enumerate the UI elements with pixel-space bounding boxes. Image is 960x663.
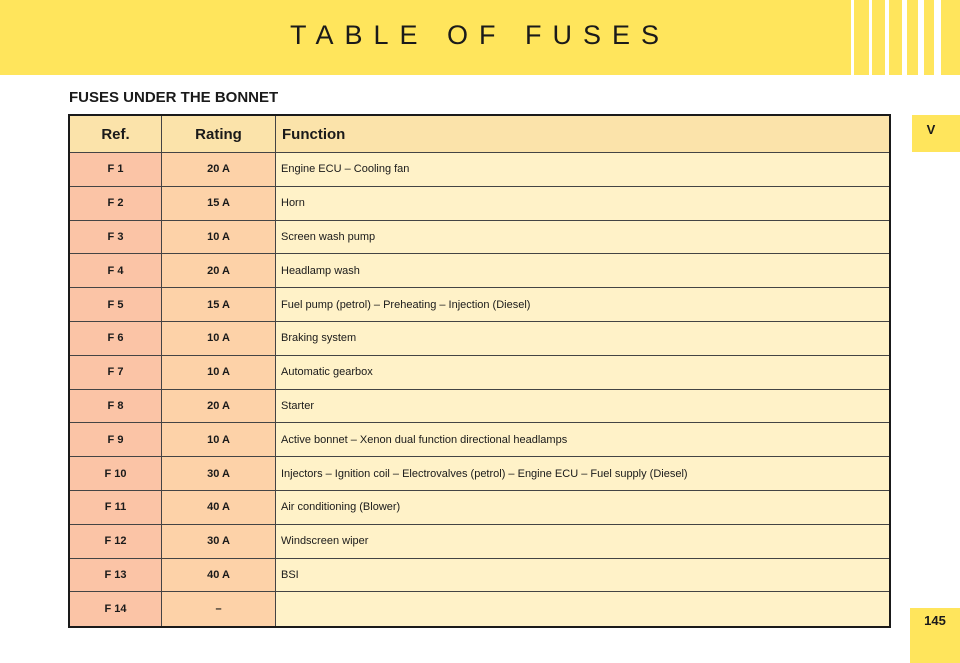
column-header-function: Function <box>276 115 891 153</box>
fuse-function: Air conditioning (Blower) <box>276 490 891 524</box>
fuse-rating: 20 A <box>162 153 276 187</box>
chapter-tab[interactable]: V <box>912 115 960 152</box>
column-header-ref: Ref. <box>69 115 162 153</box>
column-header-rating: Rating <box>162 115 276 153</box>
fuse-rating: 30 A <box>162 457 276 491</box>
fuse-ref: F 6 <box>69 321 162 355</box>
table-body <box>69 153 890 628</box>
page-number: 145 <box>910 608 960 663</box>
fuse-function: Injectors – Ignition coil – Electrovalves (petrol) – Engine ECU – Fuel supply (Diesel) <box>276 457 891 491</box>
fuse-ref: F 7 <box>69 355 162 389</box>
table-row <box>69 153 890 187</box>
fuse-ref: F 2 <box>69 186 162 220</box>
fuse-ref: F 10 <box>69 457 162 491</box>
fuse-function: Engine ECU – Cooling fan <box>276 153 891 187</box>
fuse-function: Screen wash pump <box>276 220 891 254</box>
fuse-function: Starter <box>276 389 891 423</box>
table-row <box>69 186 890 220</box>
fuse-ref: F 1 <box>69 153 162 187</box>
table-row <box>69 254 890 288</box>
fuse-ref: F 4 <box>69 254 162 288</box>
table-row <box>69 220 890 254</box>
table-row <box>69 355 890 389</box>
table-row <box>69 457 890 491</box>
table-row <box>69 423 890 457</box>
fuse-function: Braking system <box>276 321 891 355</box>
fuse-rating: 40 A <box>162 490 276 524</box>
fuse-function: Windscreen wiper <box>276 524 891 558</box>
fuse-function: Horn <box>276 186 891 220</box>
table-row <box>69 321 890 355</box>
fuse-function: BSI <box>276 558 891 592</box>
table-row <box>69 592 890 627</box>
fuse-rating: 40 A <box>162 558 276 592</box>
fuse-rating: 10 A <box>162 321 276 355</box>
fuse-ref: F 14 <box>69 592 162 627</box>
table-row <box>69 490 890 524</box>
fuses-table <box>68 114 891 628</box>
fuse-function: Automatic gearbox <box>276 355 891 389</box>
fuse-rating: 20 A <box>162 389 276 423</box>
fuse-rating: 20 A <box>162 254 276 288</box>
fuse-function <box>276 592 891 627</box>
table-header-row <box>69 115 890 153</box>
section-title: FUSES UNDER THE BONNET <box>69 89 279 106</box>
header-band <box>0 0 960 75</box>
fuse-rating: 10 A <box>162 355 276 389</box>
fuse-rating: – <box>162 592 276 627</box>
table-row <box>69 558 890 592</box>
fuse-rating: 10 A <box>162 423 276 457</box>
fuse-ref: F 13 <box>69 558 162 592</box>
fuse-ref: F 12 <box>69 524 162 558</box>
table-row <box>69 389 890 423</box>
fuse-function: Active bonnet – Xenon dual function directional headlamps <box>276 423 891 457</box>
fuse-rating: 10 A <box>162 220 276 254</box>
fuse-ref: F 3 <box>69 220 162 254</box>
fuse-rating: 30 A <box>162 524 276 558</box>
page-title: TABLE OF FUSES <box>289 20 671 50</box>
table-row <box>69 524 890 558</box>
fuse-rating: 15 A <box>162 186 276 220</box>
fuse-ref: F 9 <box>69 423 162 457</box>
fuse-function: Fuel pump (petrol) – Preheating – Injection (Diesel) <box>276 288 891 322</box>
fuse-ref: F 5 <box>69 288 162 322</box>
fuse-ref: F 8 <box>69 389 162 423</box>
fuse-ref: F 11 <box>69 490 162 524</box>
table-row <box>69 288 890 322</box>
fuse-function: Headlamp wash <box>276 254 891 288</box>
fuse-rating: 15 A <box>162 288 276 322</box>
